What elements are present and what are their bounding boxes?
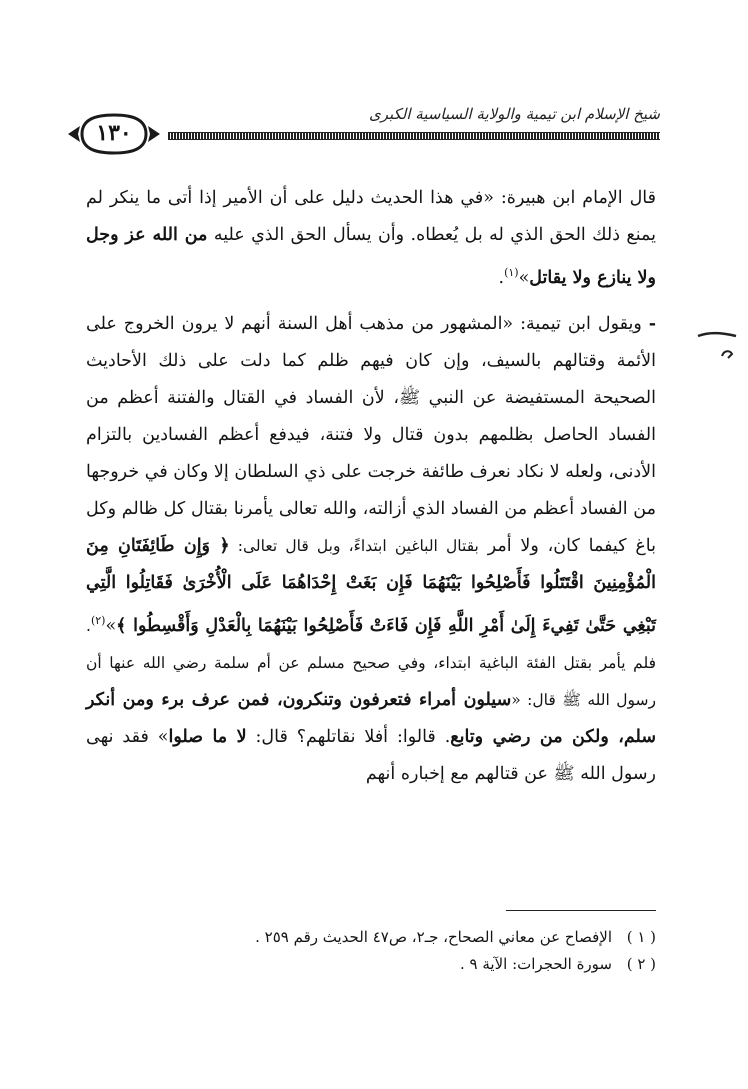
quran-verse: ﴿ وَإِن طَائِفَتَانِ مِنَ الْمُؤْمِنِينَ اقْتَتَلُوا فَأَصْلِحُوا بَيْنَهُمَا فَإِن بَغَتْ إِحْدَاهُمَا عَلَى الْأُخْرَىٰ فَقَاتِلُوا الَّتِي تَبْغِي حَتَّىٰ تَفِيءَ إِلَىٰ أَمْرِ اللَّهِ فَإِن فَاءَتْ فَأَصْلِحُوا بَيْنَهُمَا بِالْعَدْلِ وَأَقْسِطُوا ﴾ <box>86 535 656 636</box>
bullet-dash: - <box>648 313 656 334</box>
main-text <box>86 180 656 802</box>
paragraph-text: ويقول ابن تيمية: «المشهور من مذهب أهل السنة أنهم لا يرون الخروج على الأئمة وقتالهم بالسيف، وإن كان فيهم ظلم كما دلت على ذلك الأحاديث الصحيحة المستفيضة عن النبي ﷺ، لأن الفساد في القتال والفتنة أعظم من الفساد الحاصل بظلمهم بدون قتال ولا فتنة، فيدفع أعظم الفسادين بالتزام الأدنى، ولعله لا نكاد نعرف طائفة خرجت على ذي السلطان إلا وكان في خروجها من الفساد أعظم من الفساد الذي أزالته، والله تعالى يأمرنا بقتال كل ظالم وكل باغ كيفما كان، ولا أمر <box>86 313 657 556</box>
running-title: شيخ الإسلام ابن تيمية والولاية السياسية الكبرى <box>368 105 660 123</box>
footnote-item <box>96 951 656 978</box>
paragraph-text: بقتال الباغين ابتداءً، وبل قال تعالى: <box>229 536 479 555</box>
paragraph-text: قال الإمام ابن هبيرة: «في هذا الحديث دليل على أن الأمير إذا أتى ما ينكر لم يمنع ذلك الحق الذي له بل يُعطاه. وأن يسأل الحق الذي عليه <box>86 188 656 245</box>
quote-close: » <box>105 615 117 636</box>
footnote-number: ( ٢ ) <box>626 955 656 973</box>
footnotes <box>96 924 656 978</box>
footnote-separator <box>506 910 656 911</box>
bold-phrase: من الله عز وجل ولا ينازع ولا يقاتل <box>86 225 656 288</box>
paragraph-text: . قالوا: أفلا نقاتلهم؟ قال: <box>246 726 451 747</box>
paragraph-text: » فقد نهى رسول الله ﷺ عن قتالهم مع إخباره أنهم <box>86 726 656 784</box>
header-rule <box>168 132 660 140</box>
paragraph-text: . فلم <box>86 616 656 672</box>
footnote-text: سورة الحجرات: الآية ٩ . <box>460 955 612 973</box>
footnote-text: الإفصاح عن معاني الصحاح، جـ٢، ص٤٧ الحديث رقم ٢٥٩ . <box>255 928 612 946</box>
footnote-item <box>96 924 656 951</box>
margin-mark-icon <box>694 326 740 366</box>
quote-close: » <box>518 267 530 288</box>
paragraph-ibn-taymiyya <box>86 306 656 793</box>
page-number: ١٣٠ <box>96 120 132 146</box>
footnote-ref: (١) <box>504 266 519 279</box>
page-header <box>60 92 660 154</box>
paragraph-text: يأمر بقتل الفئة الباغية ابتداء، وفي صحيح مسلم عن أم سلمة رضي الله عنها أن رسول الله ﷺ قال: « <box>86 653 656 709</box>
hadith-text: سيلون أمراء فتعرفون وتنكرون، فمن عرف برء ومن أنكر سلم، ولكن من رضي وتابع <box>86 689 657 747</box>
hadith-answer: لا ما صلوا <box>168 726 247 747</box>
period: . <box>498 267 505 288</box>
paragraph-ibn-hubayra <box>86 180 656 297</box>
footnote-number: ( ١ ) <box>626 928 656 946</box>
footnote-ref: (٢) <box>90 613 106 627</box>
page-number-badge <box>64 112 164 156</box>
